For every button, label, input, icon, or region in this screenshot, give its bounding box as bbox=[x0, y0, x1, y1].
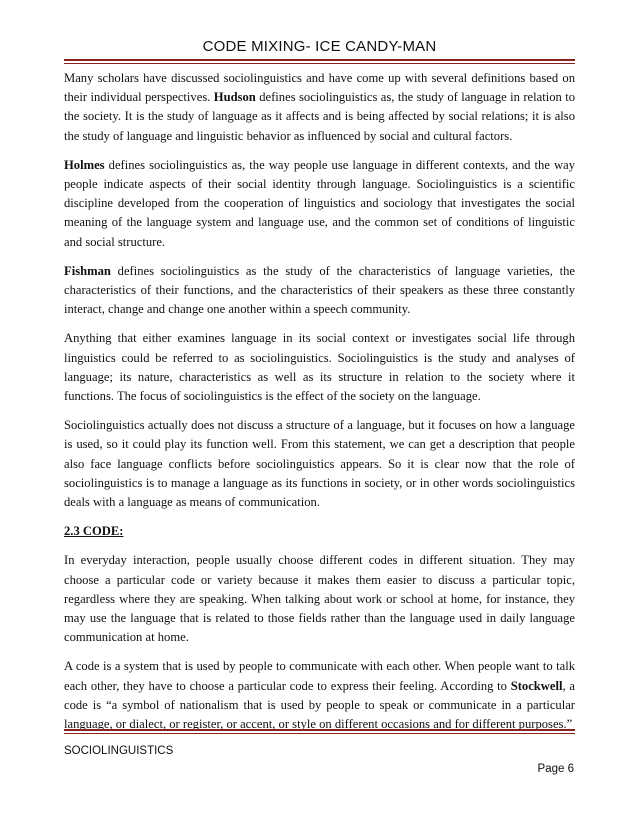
paragraph-text: defines sociolinguistics as the study of the characteristics of language varieties, the characteristics of their functions, and the characteristics of their speakers as these three constantly interact, change and change one another within a speech community. bbox=[64, 263, 575, 317]
paragraph-text: Many scholars have discussed sociolinguistics and have come up with several definitions based on their individual perspectives. bbox=[64, 71, 575, 105]
header-rule bbox=[64, 59, 575, 64]
footer-course-title: SOCIOLINGUISTICS bbox=[64, 745, 174, 757]
paragraph-social-context: Anything that either examines language in its social context or investigates social life through linguistics could be referred to as sociolinguistics. Sociolinguistics is the study and analyses of language; its nature, characteristics as well as its structure in relation to the society where it functions. The focus of sociolinguistics is the effect of the society on the language. bbox=[64, 331, 575, 404]
paragraph-text: A code is a system that is used by people to communicate with each other. When people want to talk each other, they have to choose a particular code to express their feeling. According to bbox=[64, 659, 575, 693]
paragraph-hudson bbox=[64, 69, 575, 146]
body-text bbox=[64, 69, 575, 744]
author-name: Fishman bbox=[64, 263, 111, 278]
paragraph-language-use: Sociolinguistics actually does not discuss a structure of a language, but it focuses on how a language is used, so it could play its function well. From this statement, we can get a description that people also face language conflicts before sociolinguistics appears. So it is clear now that the role of sociolinguistics is to manage a language as its functions in society, or in other words sociolinguistics deals with a language as means of communication. bbox=[64, 418, 575, 510]
author-name: Holmes bbox=[64, 157, 105, 172]
paragraph-text: defines sociolinguistics as, the way people use language in different contexts, and the way people indicate aspects of their social identity through language. Sociolinguistics is a scientific discipline developed from the cooperation of linguistics and sociology that investigates the social meaning of the language system and language use, and the common set of conditions of linguistic and social structure. bbox=[64, 157, 575, 249]
author-name: Hudson bbox=[213, 90, 256, 105]
paragraph-holmes bbox=[64, 156, 575, 252]
paragraph-text: , a code is “a symbol of nationalism that is used by people to speak or communicate in a particular language, or dialect, or register, or accent, or style on different occasions and for different purposes.” bbox=[64, 678, 575, 732]
footer-rule bbox=[64, 729, 575, 734]
paragraph-everyday-interaction: In everyday interaction, people usually choose different codes in different situation. They may choose a particular code or variety because it makes them easier to discuss a particular topic, regardless where they are speaking. When talking about work or school at home, for instance, they may use the language that is related to those fields rather than the language used in daily language communication at home. bbox=[64, 553, 575, 645]
section-heading: 2.3 CODE: bbox=[64, 524, 124, 539]
page-number: Page 6 bbox=[537, 763, 574, 775]
paragraph-stockwell bbox=[64, 657, 575, 734]
author-name: Stockwell bbox=[510, 678, 563, 693]
paragraph-text: defines sociolinguistics as, the study of language in relation to the society. It is the study of language as it affects and is being affected by social relations; it is also the study of language and linguistic behavior as influenced by social and cultural factors. bbox=[64, 90, 575, 143]
paragraph-fishman bbox=[64, 262, 575, 320]
page-header-title: CODE MIXING- ICE CANDY-MAN bbox=[202, 38, 437, 55]
